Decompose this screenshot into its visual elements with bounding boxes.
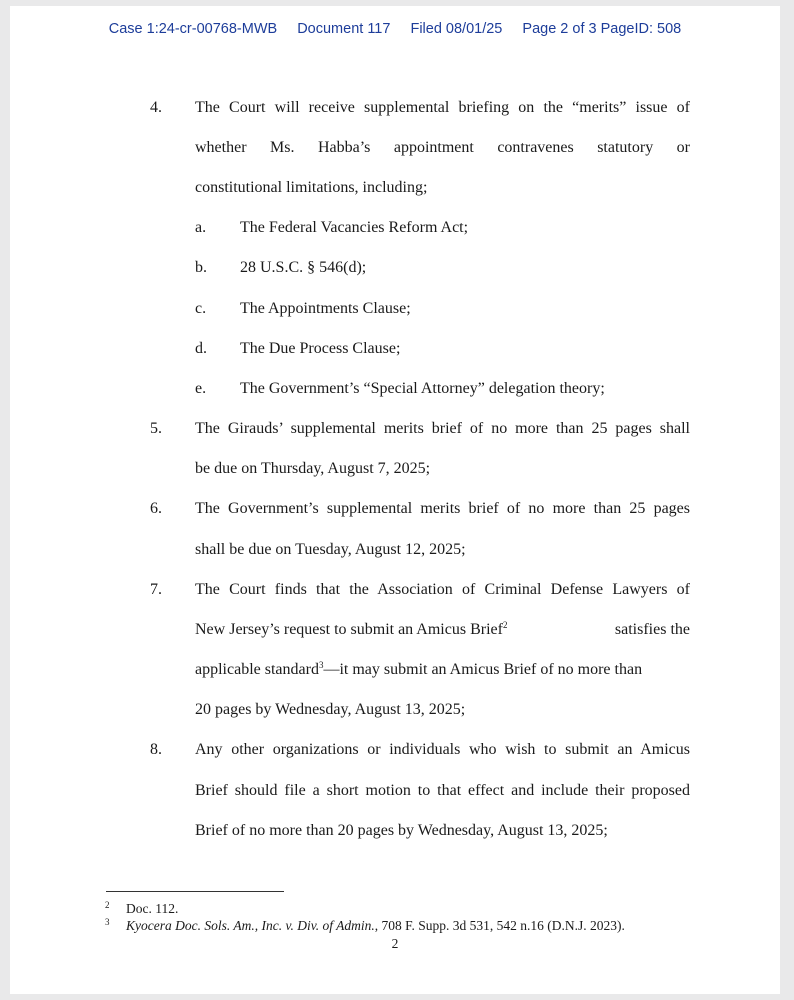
subitem-letter: c. [195, 300, 207, 317]
paragraph-line: Brief of no more than 20 pages by Wednesday, August 13, 2025; [195, 822, 608, 839]
paragraph-line: shall be due on Tuesday, August 12, 2025; [195, 541, 466, 558]
case-citation-name: Kyocera Doc. Sols. Am., Inc. v. Div. of Admin. [126, 918, 375, 933]
footnote-divider [106, 891, 284, 892]
item-number: 5. [150, 420, 162, 437]
paragraph-line: Any other organizations or individuals who wish to submit an Amicus [195, 741, 690, 758]
paragraph-line: whether Ms. Habba’s appointment contravenes statutory or [195, 139, 690, 156]
paragraph-line: constitutional limitations, including; [195, 179, 428, 196]
item-number: 6. [150, 500, 162, 517]
paragraph-line: The Court will receive supplemental briefing on the “merits” issue of [195, 99, 690, 116]
item-number: 4. [150, 99, 162, 116]
paragraph-line: Brief should file a short motion to that effect and include their proposed [195, 782, 690, 799]
subitem-text: The Government’s “Special Attorney” delegation theory; [240, 380, 605, 397]
page-info: Page 2 of 3 PageID: 508 [522, 21, 682, 37]
footnote-text: Doc. 112. [126, 901, 179, 916]
subitem-letter: a. [195, 219, 207, 236]
item-number: 8. [150, 741, 162, 758]
subitem-letter: b. [195, 259, 207, 276]
item-number: 7. [150, 581, 162, 598]
footnote-mark: 2 [105, 900, 110, 910]
footnote-text [126, 918, 625, 934]
paragraph-line: be due on Thursday, August 7, 2025; [195, 460, 431, 477]
paragraph-line [195, 661, 690, 679]
line-segment: New Jersey’s request to submit an Amicus Brief$^2$ [195, 620, 508, 638]
paragraph-line: 20 pages by Wednesday, August 13, 2025; [195, 701, 466, 718]
document-page [10, 6, 780, 994]
paragraph-line [195, 621, 690, 639]
subitem-text: The Due Process Clause; [240, 340, 401, 357]
page-number: 2 [391, 936, 399, 951]
case-citation-reporter: , 708 F. Supp. 3d 531, 542 n.16 (D.N.J. 2023). [374, 918, 625, 933]
footnote-ref[interactable]: 3 [318, 660, 324, 670]
footnote-ref[interactable]: 2 [502, 620, 508, 630]
paragraph-line: The Court finds that the Association of Criminal Defense Lawyers of [195, 581, 690, 598]
paragraph-line: The Government’s supplemental merits brief of no more than 25 pages [195, 500, 690, 517]
line-segment: applicable standard$^3$—it may submit an Amicus Brief of no more than [195, 660, 643, 678]
case-number: Case 1:24-cr-00768-MWB [108, 21, 278, 37]
subitem-letter: e. [195, 380, 207, 397]
subitem-text: The Federal Vacancies Reform Act; [240, 219, 469, 236]
subitem-text: The Appointments Clause; [240, 300, 411, 317]
paragraph-line: The Girauds’ supplemental merits brief of no more than 25 pages shall [195, 420, 690, 437]
filed-date: Filed 08/01/25 [410, 21, 503, 37]
document-number: Document 117 [297, 21, 391, 37]
ecf-header [10, 21, 780, 37]
footnote-mark: 3 [105, 917, 110, 927]
subitem-text: 28 U.S.C. § 546(d); [240, 259, 367, 276]
subitem-letter: d. [195, 340, 207, 357]
line-segment: satisfies the [614, 621, 690, 638]
